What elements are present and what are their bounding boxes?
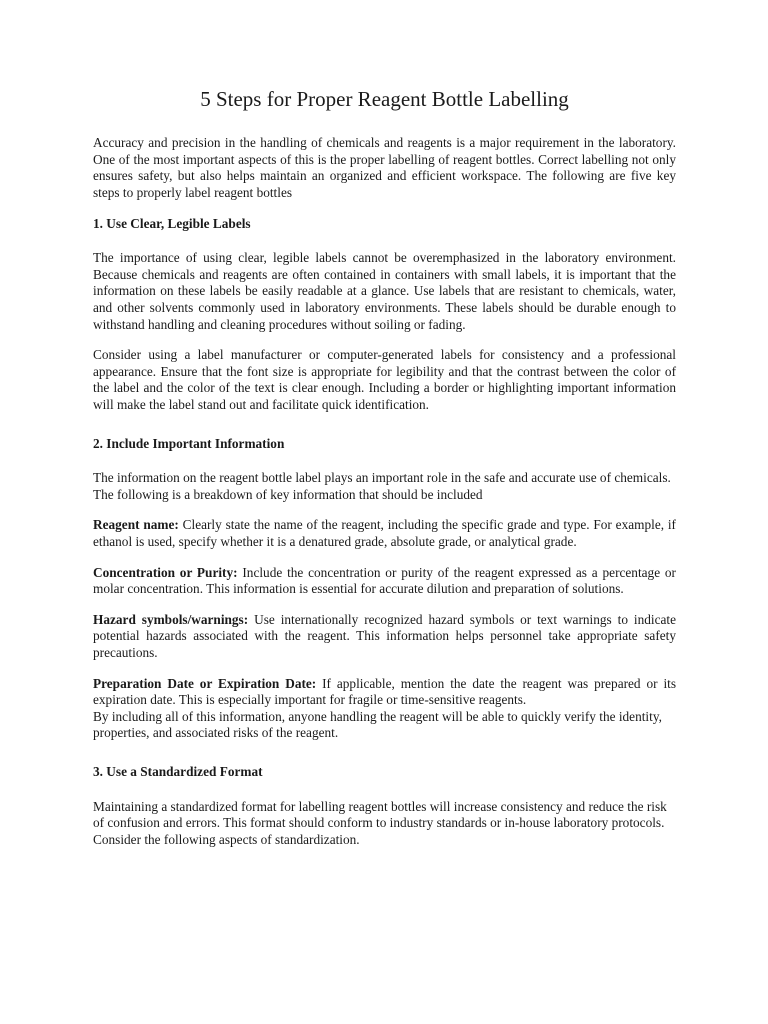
reagent-name-item — [93, 517, 676, 550]
date-item — [93, 676, 676, 709]
hazard-item — [93, 612, 676, 662]
date-term: Preparation Date or Expiration Date: — [93, 675, 317, 691]
section-2-paragraph-1: The information on the reagent bottle label plays an important role in the safe and accurate use of chemicals. The following is a breakdown of key information that should be included — [93, 470, 671, 502]
date-text: If applicable, mention the date the reagent was prepared or its expiration date. This is especially important for fragile or time-sensitive reagents. — [93, 675, 677, 708]
intro-paragraph: Accuracy and precision in the handling of chemicals and reagents is a major requirement in the laboratory. One of the most important aspects of this is the proper labelling of reagent bottles. Correct labelling not only ensures safety, but also helps maintain an organized and efficient workspace. The following are five key steps to properly label reagent bottles — [93, 135, 676, 201]
section-3-heading: 3. Use a Standardized Format — [93, 763, 263, 779]
reagent-name-text: Clearly state the name of the reagent, including the specific grade and type. For example, if ethanol is used, specify whether it is a denatured grade, absolute grade, or analytical grade. — [93, 517, 676, 549]
section-1-heading: 1. Use Clear, Legible Labels — [93, 215, 251, 231]
document-page — [93, 86, 676, 862]
section-1-paragraph-1: The importance of using clear, legible labels cannot be overemphasized in the laboratory environment. Because chemicals and reagents are often contained in containers with small labels, it is important that the information on these labels be easily readable at a glance. Use labels that are resistant to chemicals, water, and other solvents commonly used in laboratory environments. These labels should be durable enough to withstand handling and cleaning procedures without soiling or fading. — [93, 250, 676, 332]
concentration-term: Concentration or Purity: — [93, 564, 238, 580]
hazard-term: Hazard symbols/warnings: — [93, 611, 249, 627]
concentration-text: Include the concentration or purity of the reagent expressed as a percentage or molar concentration. This information is essential for accurate dilution and preparation of solutions. — [93, 564, 676, 597]
section-2-closing: By including all of this information, anyone handling the reagent will be able to quickly verify the identity, properties, and associated risks of the reagent. — [93, 708, 662, 741]
page-title: 5 Steps for Proper Reagent Bottle Labelling — [200, 87, 569, 111]
reagent-name-term: Reagent name: — [93, 517, 179, 533]
section-1-paragraph-2: Consider using a label manufacturer or computer-generated labels for consistency and a professional appearance. Ensure that the font size is appropriate for legibility and that the contrast between the color of the label and the color of the text is clear enough. Including a border or highlighting important information will make the label stand out and facilitate quick identification. — [93, 347, 676, 413]
concentration-item — [93, 565, 676, 598]
section-3-paragraph-1: Maintaining a standardized format for labelling reagent bottles will increase consistency and reduce the risk of confusion and errors. This format should conform to industry standards or in-house laboratory protocols. Consider the following aspects of standardization. — [93, 798, 667, 847]
section-2-heading: 2. Include Important Information — [93, 435, 285, 451]
hazard-text: Use internationally recognized hazard symbols or text warnings to indicate potential hazards associated with the reagent. This information helps personnel take appropriate safety precautions. — [93, 611, 676, 660]
